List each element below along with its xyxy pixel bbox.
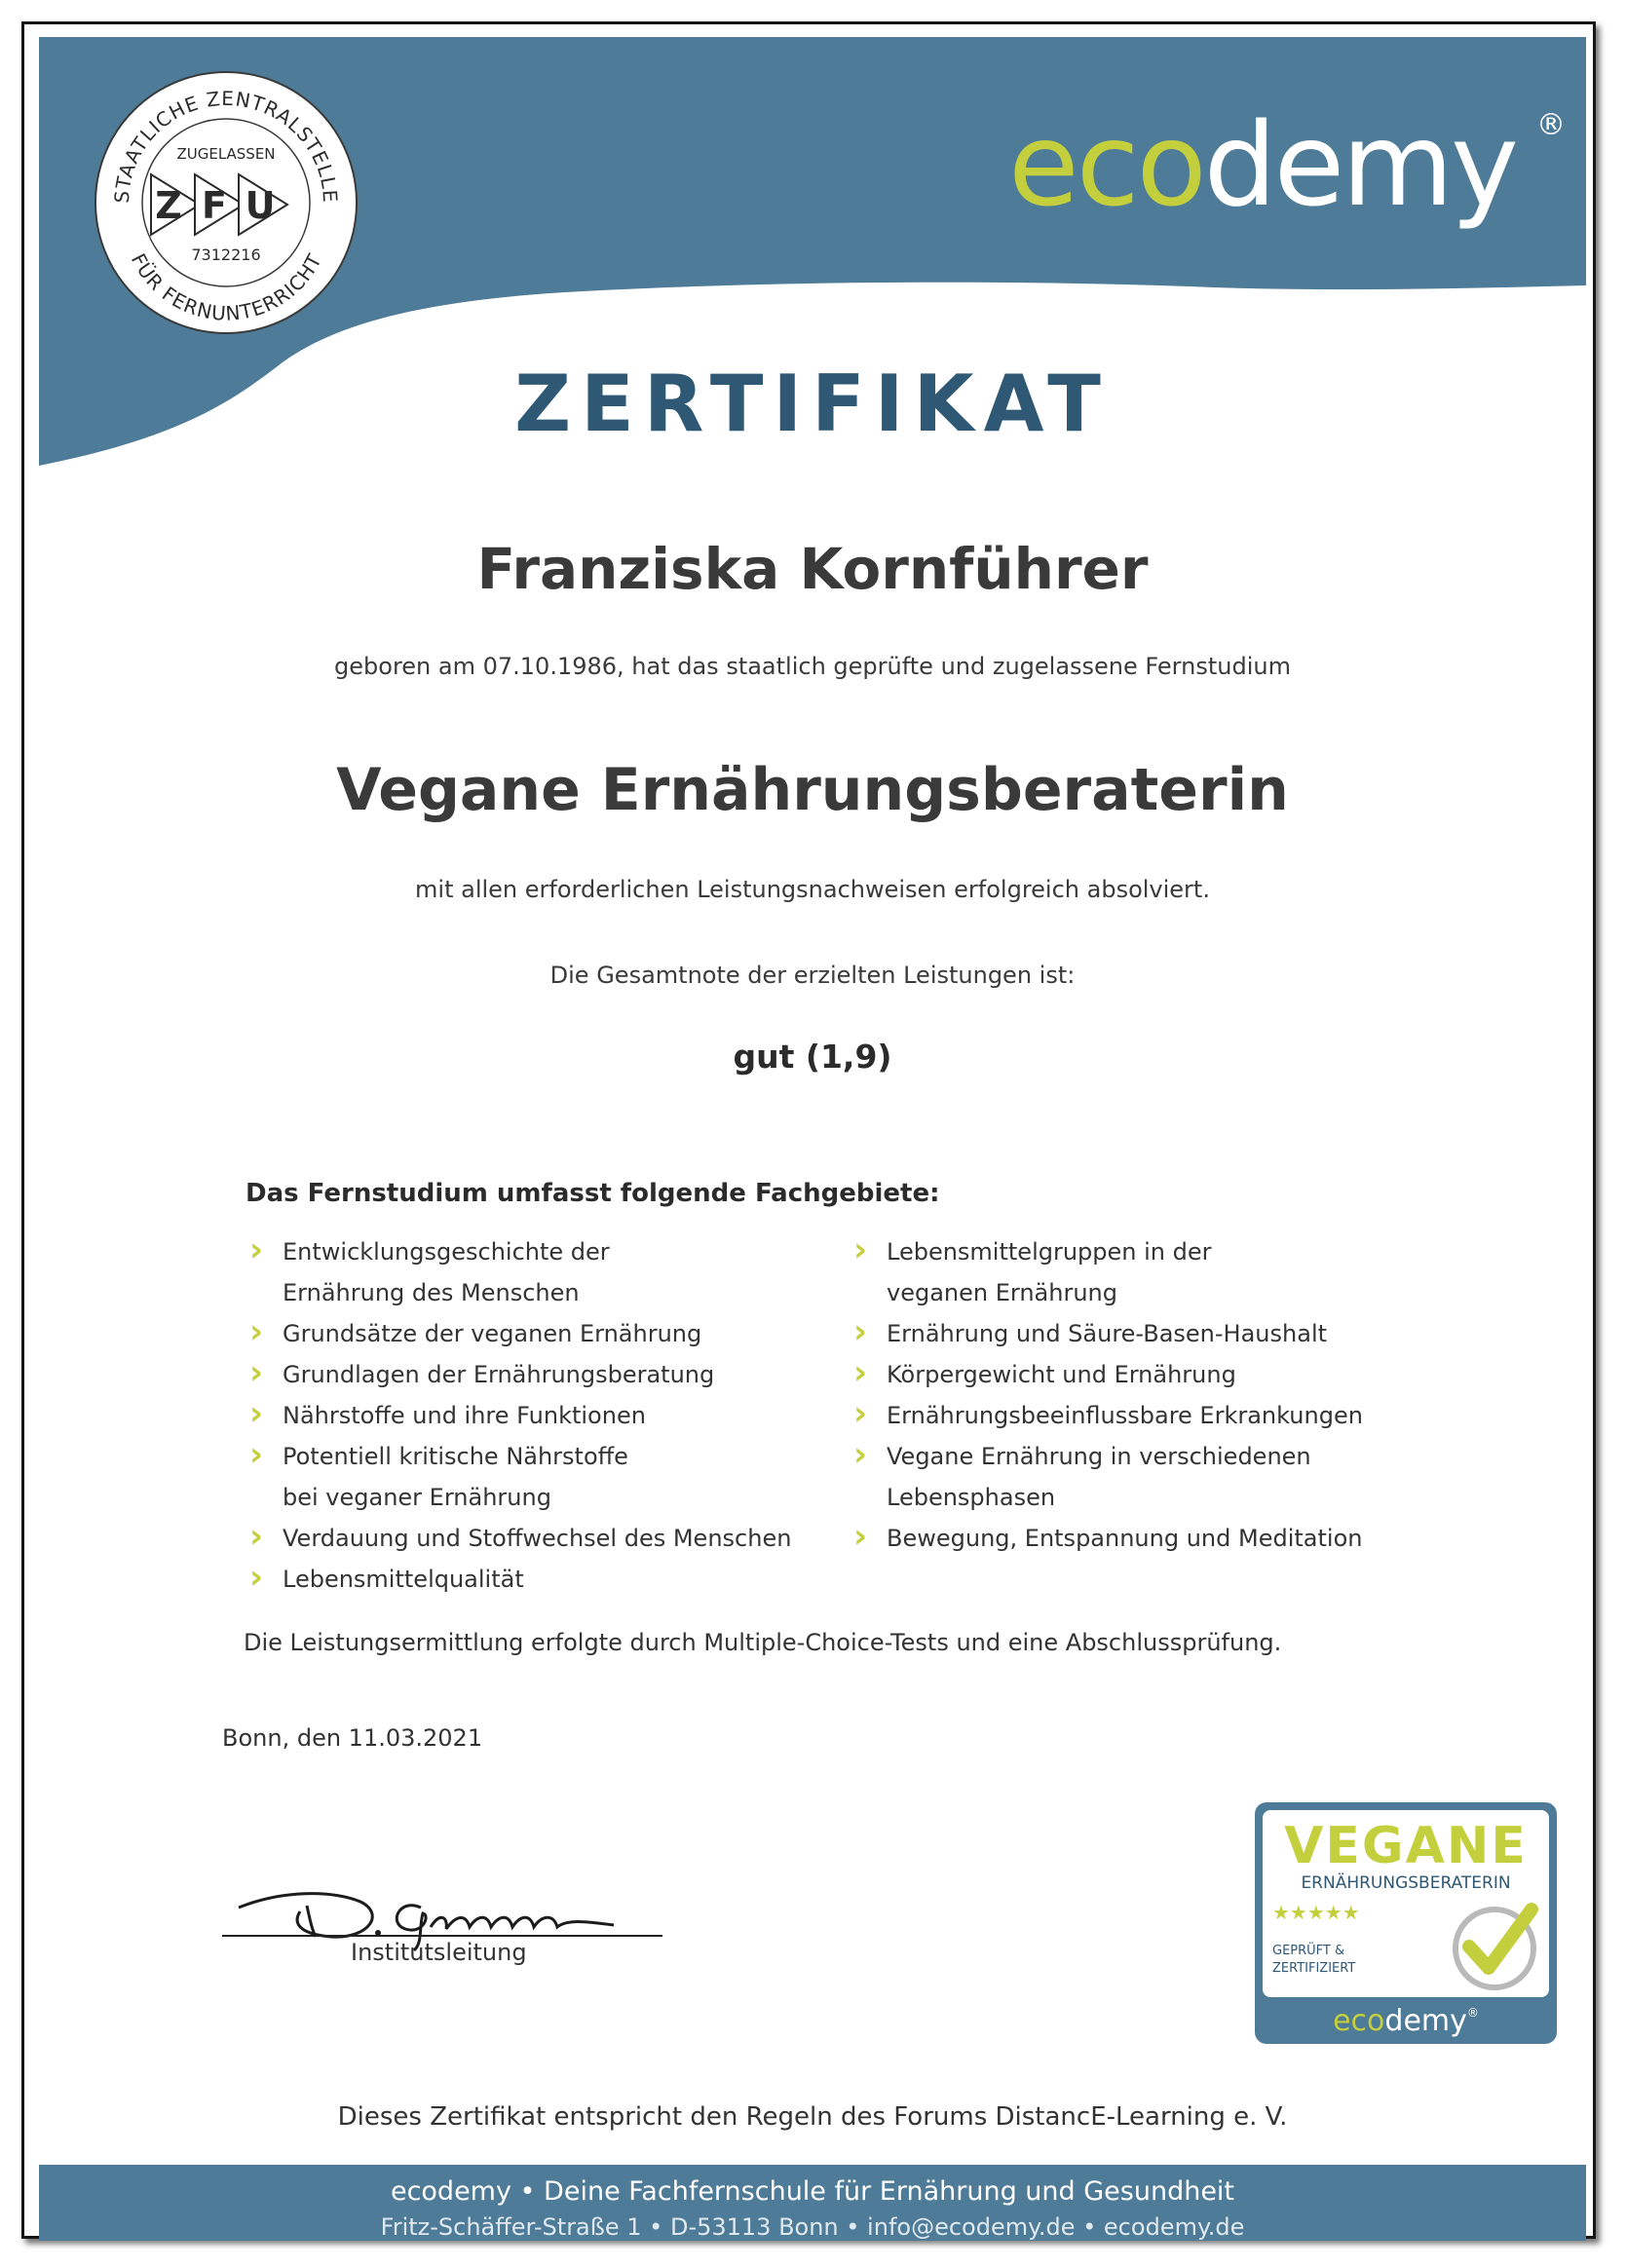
list-item: › Vegane Ernährung in verschiedenen Lebensphasen bbox=[850, 1436, 1454, 1518]
certificate-page bbox=[39, 37, 1586, 2241]
recipient-name: Franziska Kornführer bbox=[476, 536, 1149, 602]
list-item: › Verdauung und Stoffwechsel des Menschen bbox=[246, 1518, 850, 1559]
seal-letter-f: F bbox=[202, 184, 227, 227]
signature-line bbox=[222, 1935, 662, 1937]
completion-line: mit allen erforderlichen Leistungsnachweisen erfolgreich absolviert. bbox=[415, 876, 1210, 903]
badge-checked-line1: GEPRÜFT & bbox=[1272, 1944, 1345, 1958]
footer-band bbox=[39, 2165, 1586, 2241]
list-item: › Potentiell kritische Nährstoffe bei veganer Ernährung bbox=[246, 1436, 850, 1518]
certificate-title: ZERTIFIKAT bbox=[514, 359, 1111, 449]
list-item: › Lebensmittelqualität bbox=[246, 1559, 850, 1600]
badge-headline: VEGANE bbox=[1284, 1817, 1528, 1875]
seal-letter-z: Z bbox=[155, 184, 182, 227]
badge-checked-line2: ZERTIFIZIERT bbox=[1272, 1961, 1356, 1976]
signature-label: Institutsleitung bbox=[351, 1939, 527, 1966]
list-item: › Entwicklungsgeschichte der Ernährung des Menschen bbox=[246, 1231, 850, 1313]
birth-line: geboren am 07.10.1986, hat das staatlich geprüfte und zugelassene Fernstudium bbox=[334, 653, 1291, 680]
brand-eco-text: eco bbox=[1008, 97, 1204, 232]
subject-list-right bbox=[850, 1231, 1454, 1559]
list-item: › Ernährung und Säure-Basen-Haushalt bbox=[850, 1313, 1454, 1354]
seal-ring-top: STAATLICHE ZENTRALSTELLE bbox=[109, 86, 343, 205]
ecodemy-logo bbox=[999, 88, 1573, 263]
seal-ring-bottom: FÜR FERNUNTERRICHT bbox=[126, 249, 327, 325]
brand-demy-text: demy bbox=[1203, 97, 1516, 232]
badge-stars: ★★★★★ bbox=[1272, 1901, 1360, 1924]
list-item: › Ernährungsbeeinflussbare Erkrankungen bbox=[850, 1395, 1454, 1436]
list-item: › Grundlagen der Ernährungsberatung bbox=[246, 1354, 850, 1395]
list-item: › Bewegung, Entspannung und Meditation bbox=[850, 1518, 1454, 1559]
seal-letter-u: U bbox=[245, 184, 276, 227]
overall-grade: gut (1,9) bbox=[733, 1038, 892, 1076]
subject-areas-heading: Das Fernstudium umfasst folgende Fachgebiete: bbox=[246, 1179, 940, 1208]
badge-brand-eco: eco bbox=[1333, 2004, 1385, 2038]
svg-text:ecodemy bbox=[1008, 97, 1516, 232]
badge-subline: ERNÄHRUNGSBERATERIN bbox=[1301, 1873, 1511, 1893]
list-item: › Grundsätze der veganen Ernährung bbox=[246, 1313, 850, 1354]
footer-tagline: ecodemy • Deine Fachfernschule für Ernährung und Gesundheit bbox=[390, 2176, 1235, 2207]
svg-text:ecodemy® bbox=[1333, 2004, 1479, 2038]
subject-list-left bbox=[246, 1231, 850, 1600]
course-title: Vegane Ernährungsberaterin bbox=[336, 756, 1289, 824]
zfu-seal bbox=[93, 69, 360, 337]
footer-address: Fritz-Schäffer-Straße 1 • D-53113 Bonn • info@ecodemy.de • ecodemy.de bbox=[380, 2213, 1245, 2241]
assessment-method-line: Die Leistungsermittlung erfolgte durch Multiple-Choice-Tests und eine Abschlussprüfung. bbox=[244, 1629, 1282, 1656]
grade-intro: Die Gesamtnote der erzielten Leistungen ist: bbox=[549, 962, 1076, 989]
seal-number: 7312216 bbox=[191, 246, 261, 264]
list-item: › Nährstoffe und ihre Funktionen bbox=[246, 1395, 850, 1436]
badge-registered-mark: ® bbox=[1466, 2006, 1479, 2020]
list-item: › Lebensmittelgruppen in der veganen Ernährung bbox=[850, 1231, 1454, 1313]
list-item: › Körpergewicht und Ernährung bbox=[850, 1354, 1454, 1395]
place-and-date: Bonn, den 11.03.2021 bbox=[222, 1724, 483, 1752]
vegan-advisor-badge bbox=[1253, 1800, 1559, 2046]
forum-compliance-note: Dieses Zertifikat entspricht den Regeln des Forums DistancE-Learning e. V. bbox=[337, 2102, 1288, 2132]
brand-registered-mark: ® bbox=[1536, 108, 1566, 142]
seal-approved-text: ZUGELASSEN bbox=[176, 145, 276, 163]
badge-brand-demy: demy bbox=[1384, 2004, 1467, 2038]
